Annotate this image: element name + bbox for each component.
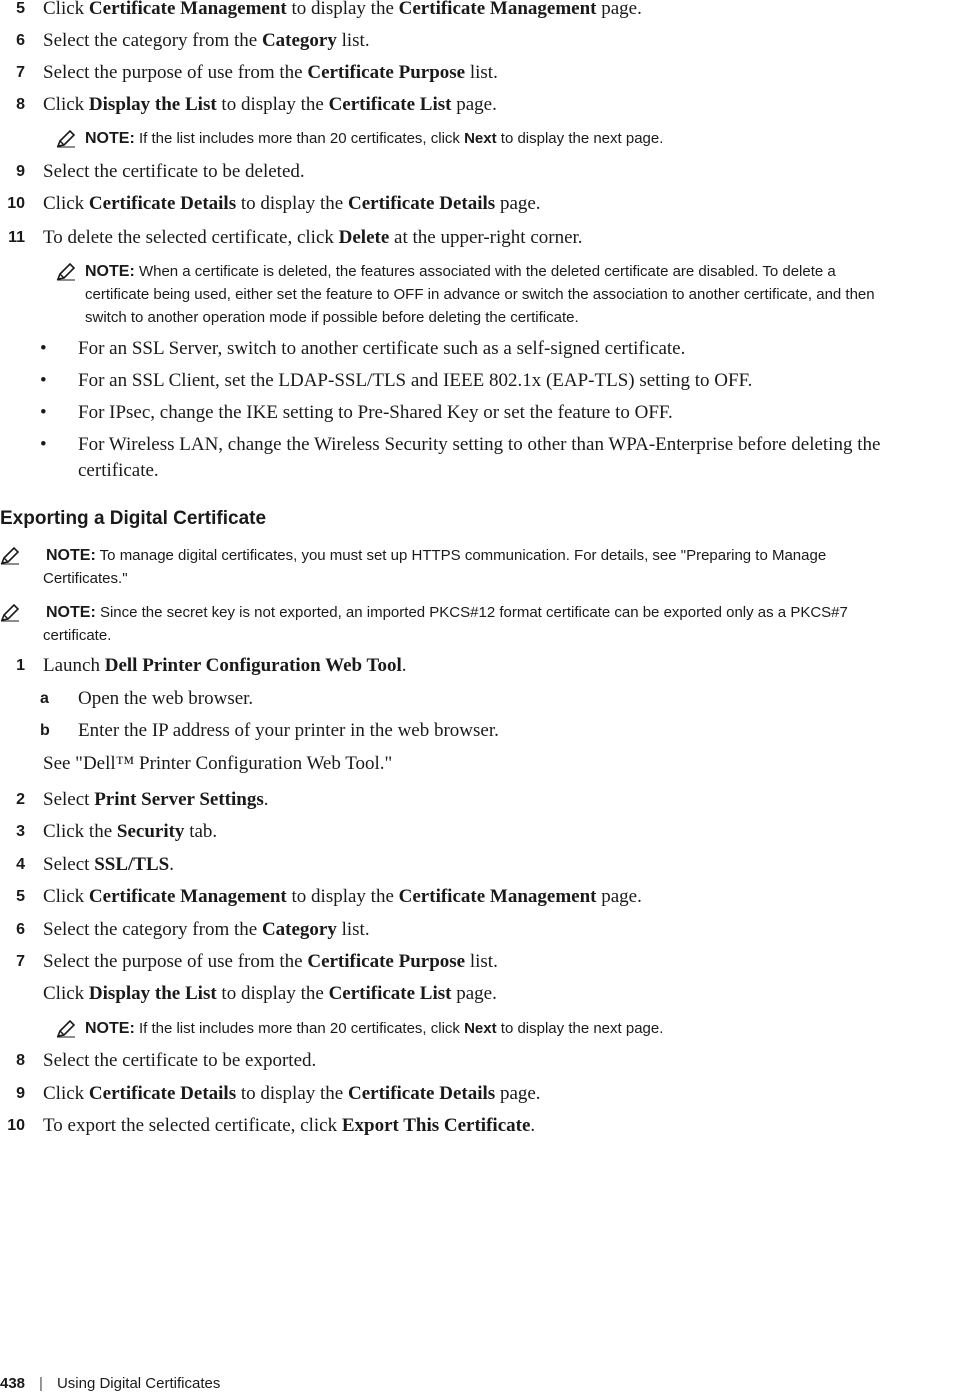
step-number: 3 (16, 823, 25, 840)
page-footer (0, 1373, 220, 1395)
step-text: Select Print Server Settings. (43, 789, 269, 810)
step-number: 6 (16, 921, 25, 938)
step-number: 4 (16, 856, 25, 873)
note-text: NOTE: If the list includes more than 20 certificates, click Next to display the next page. (85, 1020, 664, 1037)
step-number: 5 (16, 888, 25, 905)
note-line: Certificates." (43, 570, 128, 587)
step-number: 8 (16, 1052, 25, 1069)
step-text: Click Certificate Details to display the Certificate Details page. (43, 193, 541, 214)
pencil-note-icon (56, 130, 76, 155)
bullet-glyph: • (40, 402, 47, 423)
note-text: NOTE: If the list includes more than 20 certificates, click Next to display the next page. (85, 130, 664, 147)
step-text: Click Certificate Details to display the Certificate Details page. (43, 1083, 541, 1104)
step-number: 7 (16, 64, 25, 81)
bullet-glyph: • (40, 434, 47, 455)
step-text: Select the category from the Category list. (43, 919, 370, 940)
bullet-text: For an SSL Client, set the LDAP-SSL/TLS and IEEE 802.1x (EAP-TLS) setting to OFF. (78, 370, 753, 391)
note-line: certificate being used, either set the feature to OFF in advance or switch the association to another certificate, and then (85, 286, 875, 303)
note-line: NOTE: Since the secret key is not exported, an imported PKCS#12 format certificate can be exported only as a PKCS#7 (46, 604, 848, 621)
step-number: 8 (16, 96, 25, 113)
step-text: Select the certificate to be deleted. (43, 161, 305, 182)
substep-letter: b (40, 722, 50, 739)
step-number: 10 (7, 1117, 25, 1134)
step-text: Click Display the List to display the Certificate List page. (43, 94, 497, 115)
pencil-note-icon (0, 547, 20, 572)
section-heading: Exporting a Digital Certificate (0, 508, 267, 529)
note-line: NOTE: To manage digital certificates, you must set up HTTPS communication. For details, see "Preparing to Manage (46, 547, 827, 564)
step-number: 9 (16, 1085, 25, 1102)
substep-text: Open the web browser. (78, 688, 254, 709)
step-text: Launch Dell Printer Configuration Web Tool. (43, 655, 407, 676)
step-text: Select the purpose of use from the Certificate Purpose list. (43, 62, 498, 83)
step-number: 5 (16, 0, 25, 17)
substep-text: Enter the IP address of your printer in the web browser. (78, 720, 499, 741)
step-text: To export the selected certificate, click Export This Certificate. (43, 1115, 536, 1136)
step-number: 9 (16, 163, 25, 180)
pencil-note-icon (56, 263, 76, 288)
step-text: To delete the selected certificate, click Delete at the upper-right corner. (43, 227, 583, 248)
note-line: switch to another operation mode if possible before deleting the certificate. (85, 309, 579, 326)
step-number: 7 (16, 953, 25, 970)
bullet-text: For IPsec, change the IKE setting to Pre-Shared Key or set the feature to OFF. (78, 402, 673, 423)
document-page: 5 Click Certificate Management to display the Certificate Management page. 6 Select the category from the Category list. 7 Select the purpose of use from the Certificate Purpose list. 8 Click Display the List to display the Certificate List page. NOTE: If the list includes more than 20 certificates, click Next to display the next page. 9 Select the certificate to be deleted. 10 Click Certificate Details to display the Certificate Details page. 11 To delete the selected certificate, click Delete at the upper-right corner. NOTE: When a certificate is deleted, the features associated with the deleted certificate are disabled. To delete a certificate being used, either set the feature to OFF in advance or switch the association to another certificate, and then switch to another operation mode if possible before deleting the certificate. • For an SSL Server, switch to another certificate such as a self-signed certificate. • For an SSL Client, set the LDAP-SSL/TLS and IEEE 802.1x (EAP-TLS) setting to OFF. • For IPsec, change the IKE setting to Pre-Shared Key or set the feature to OFF. • For Wireless LAN, change the Wireless Security setting to other than WPA-Enterprise before deleting the certificate. Exporting a Digital Certificate NOTE: To manage digital certificates, you must set up HTTPS communication. For details, see "Preparing to Manage Certificates." NOTE: Since the secret key is not exported, an imported PKCS#12 format certificate can be exported only as a PKCS#7 certificate. 1 Launch Dell Printer Configuration Web Tool. a Open the web browser. b Enter the IP address of your printer in the web browser. See "Dell™ Printer Configuration Web Tool." 2 Select Print Server Settings. 3 Click the Security tab. 4 Select SSL/TLS. 5 Click Certificate Management to display the Certificate Management page. 6 Select the category from the Category list. 7 Select the purpose of use from the Certificate Purpose list. Click Display the List to display the Certificate List page. NOTE: If the list includes more than 20 certificates, click Next to display the next page. 8 Select the certificate to be exported. 9 Click Certificate Details to display the Certificate Details page. 10 To export the selected certificate, click Export This Certificate. 438 | Using Digital Certificates (0, 0, 953, 1395)
footer-separator: | (39, 1375, 43, 1392)
note-line: NOTE: When a certificate is deleted, the features associated with the deleted certificate are disabled. To delete a (85, 263, 836, 280)
step-number: 6 (16, 32, 25, 49)
chapter-title: Using Digital Certificates (56, 1375, 221, 1392)
step-text: Select the purpose of use from the Certificate Purpose list. (43, 951, 498, 972)
step-text: Select SSL/TLS. (43, 854, 174, 875)
step-text: Click Certificate Management to display the Certificate Management page. (43, 886, 642, 907)
note-line: certificate. (43, 627, 112, 644)
step-number: 1 (16, 657, 25, 674)
pencil-note-icon (56, 1020, 76, 1045)
step-text: Select the certificate to be exported. (43, 1050, 317, 1071)
step-number: 2 (16, 791, 25, 808)
bullet-text: For Wireless LAN, change the Wireless Security setting to other than WPA-Enterprise before deleting the certificate. (78, 434, 881, 481)
page-number: 438 (0, 1375, 26, 1392)
pencil-note-icon (0, 604, 20, 629)
step-text: Click Display the List to display the Certificate List page. (43, 983, 497, 1004)
bullet-text: For an SSL Server, switch to another certificate such as a self-signed certificate. (78, 338, 686, 359)
bullet-glyph: • (40, 370, 47, 391)
step-text: Click Certificate Management to display the Certificate Management page. (43, 0, 642, 19)
step-text: Click the Security tab. (43, 821, 218, 842)
step-number: 11 (8, 229, 25, 246)
step-number: 10 (7, 195, 25, 212)
substep-letter: a (40, 690, 49, 707)
bullet-glyph: • (40, 338, 47, 359)
step-text: Select the category from the Category list. (43, 30, 370, 51)
